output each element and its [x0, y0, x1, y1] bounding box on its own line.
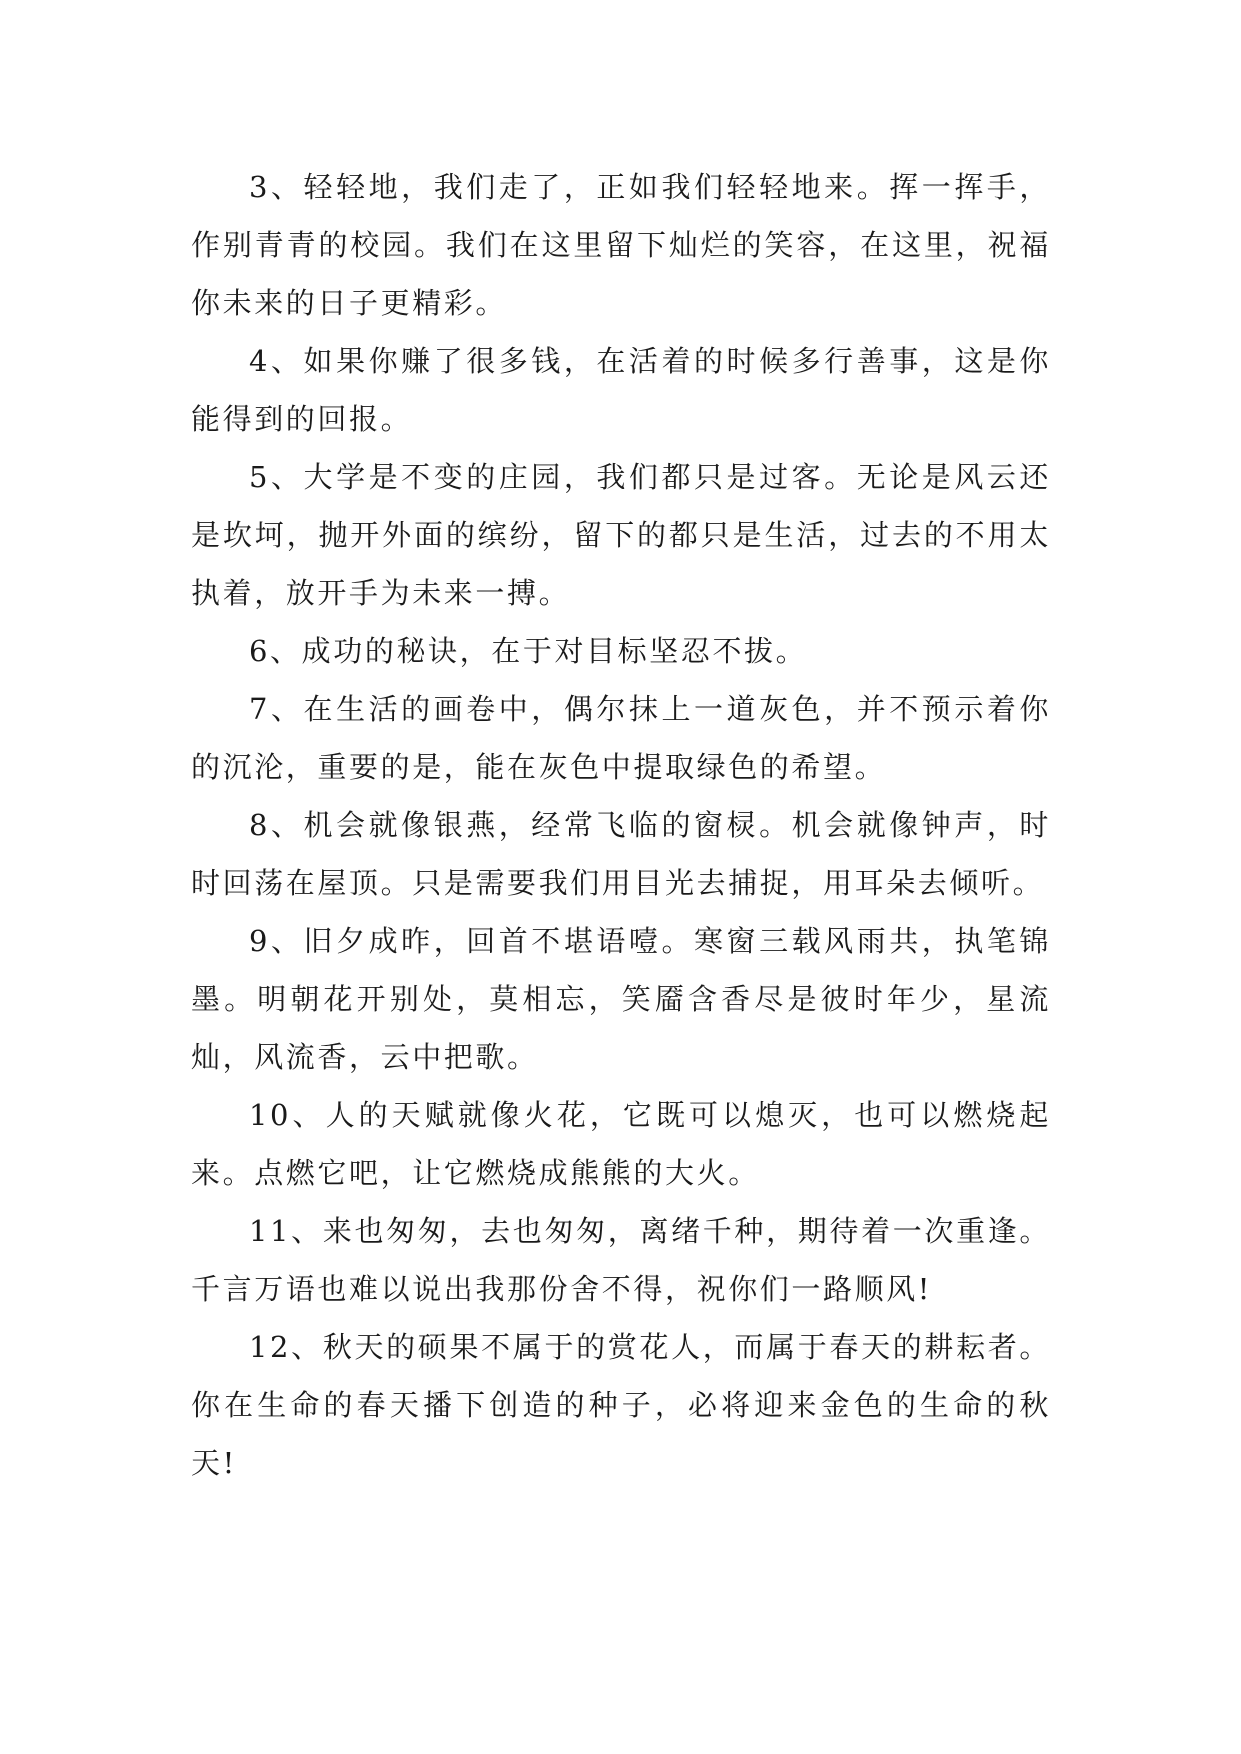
paragraph-9: 9、旧夕成昨，回首不堪语噎。寒窗三载风雨共，执笔锦墨。明朝花开别处，莫相忘，笑靥含香尽是彼时年少，星流灿，风流香，云中把歌。: [191, 924, 1051, 1074]
paragraph-6: 6、成功的秘诀，在于对目标坚忍不拔。: [249, 634, 808, 668]
paragraph-11: 11、来也匆匆，去也匆匆，离绪千种，期待着一次重逢。千言万语也难以说出我那份舍不得，祝你们一路顺风!: [191, 1214, 1051, 1306]
paragraph-3: 3、轻轻地，我们走了，正如我们轻轻地来。挥一挥手，作别青青的校园。我们在这里留下灿烂的笑容，在这里，祝福你未来的日子更精彩。: [191, 170, 1051, 320]
paragraph-4: 4、如果你赚了很多钱，在活着的时候多行善事，这是你能得到的回报。: [191, 344, 1051, 436]
paragraph-5: 5、大学是不变的庄园，我们都只是过客。无论是风云还是坎坷，抛开外面的缤纷，留下的都只是生活，过去的不用太执着，放开手为未来一搏。: [191, 460, 1051, 610]
paragraph-12: 12、秋天的硕果不属于的赏花人，而属于春天的耕耘者。你在生命的春天播下创造的种子，必将迎来金色的生命的秋天!: [191, 1330, 1051, 1480]
paragraph-8: 8、机会就像银燕，经常飞临的窗棂。机会就像钟声，时时回荡在屋顶。只是需要我们用目光去捕捉，用耳朵去倾听。: [191, 808, 1051, 900]
paragraph-10: 10、人的天赋就像火花，它既可以熄灭，也可以燃烧起来。点燃它吧，让它燃烧成熊熊的大火。: [191, 1098, 1051, 1190]
document-body: [191, 158, 1051, 1492]
paragraph-7: 7、在生活的画卷中，偶尔抹上一道灰色，并不预示着你的沉沦，重要的是，能在灰色中提取绿色的希望。: [191, 692, 1051, 784]
